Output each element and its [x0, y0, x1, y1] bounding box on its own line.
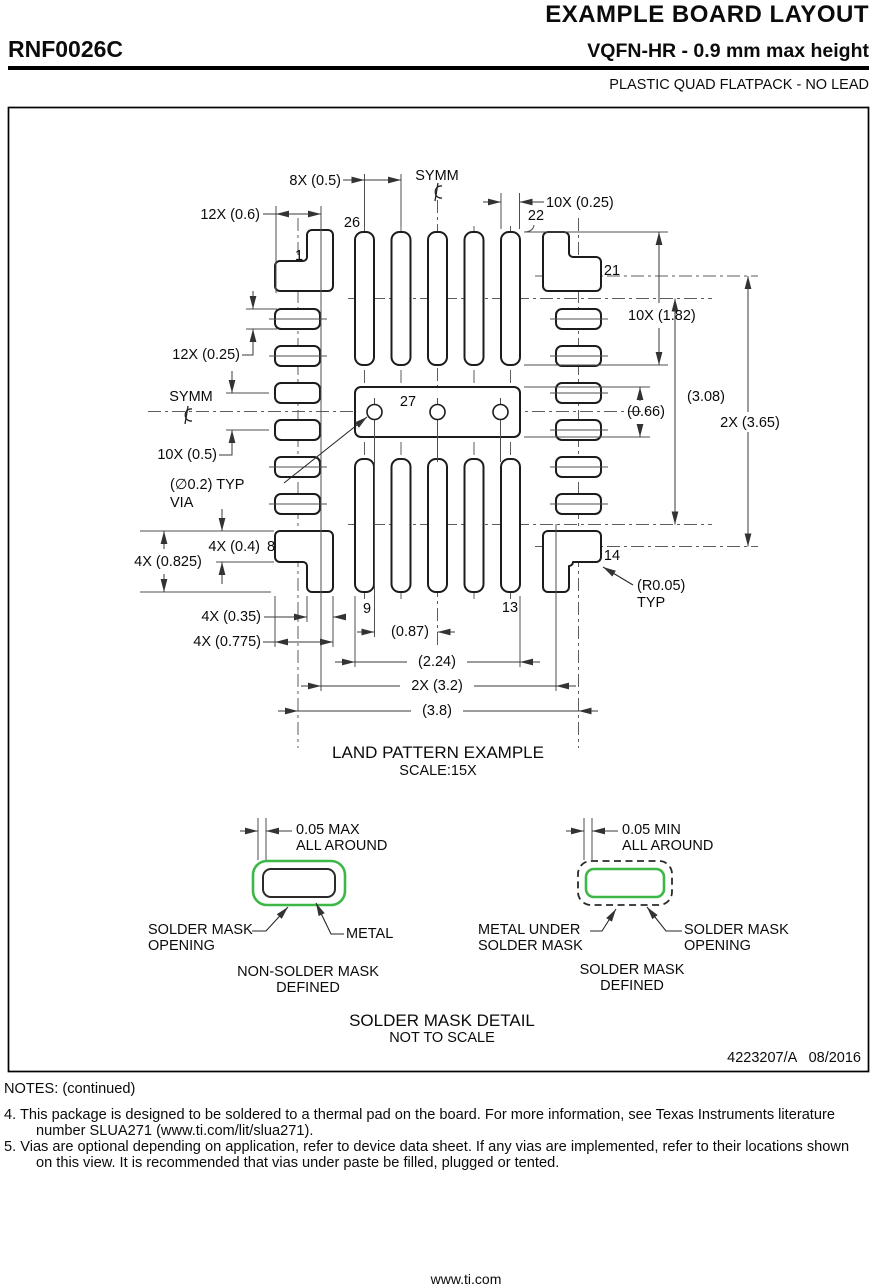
note-line: 4. This package is designed to be soldered to a thermal pad on the board. For more information, see Texas Instruments literature: [4, 1107, 835, 1123]
via-label: VIA: [170, 495, 194, 511]
solder-mask-opening-shape: [253, 861, 345, 905]
pin-label: 21: [603, 263, 621, 279]
note-line: number SLUA271 (www.ti.com/lit/slua271).: [36, 1123, 314, 1139]
detail-label: SOLDER MASK: [478, 938, 583, 954]
pad-8: [275, 531, 333, 592]
pin-label: 13: [501, 600, 519, 616]
footer-url[interactable]: www.ti.com: [430, 1271, 502, 1287]
via: [493, 405, 508, 420]
slot-pad: [392, 459, 411, 592]
dim-label: 10X (0.5): [157, 447, 217, 463]
metal-pad-shape: [263, 869, 335, 897]
side-pad: [275, 420, 320, 440]
detail-dim-label: ALL AROUND: [622, 838, 714, 854]
dim-label: 12X (0.6): [200, 207, 260, 223]
radius-typ-label: TYP: [637, 595, 666, 611]
detail-label: SOLDER MASK: [684, 922, 789, 938]
detail-label: METAL: [346, 926, 394, 942]
slot-pad: [428, 459, 447, 592]
detail-dim-label: ALL AROUND: [296, 838, 388, 854]
pad-1: [275, 230, 333, 291]
detail-caption: SOLDER MASK: [579, 962, 685, 978]
land-pattern-labels: [134, 168, 780, 779]
solder-mask-detail-scale: NOT TO SCALE: [389, 1030, 495, 1046]
slot-pad: [392, 232, 411, 365]
dim-label: 4X (0.825): [134, 554, 202, 570]
dim-label: 4X (0.4): [208, 539, 260, 555]
detail-label: OPENING: [148, 938, 215, 954]
solder-mask-opening-shape: [586, 869, 664, 897]
dim-label: (3.8): [422, 703, 452, 719]
detail-dim-label: 0.05 MIN: [622, 822, 681, 838]
land-pattern-pads: [275, 230, 601, 637]
pin-label: 22: [527, 208, 545, 224]
dim-label: (0.66): [627, 404, 665, 420]
dim-label: 10X (0.25): [546, 195, 614, 211]
detail-label: METAL UNDER: [478, 922, 581, 938]
pad-21: [543, 232, 601, 291]
via-dim-label: (∅0.2) TYP: [170, 477, 245, 493]
package-type: PLASTIC QUAD FLATPACK - NO LEAD: [609, 77, 869, 93]
pin-label: 14: [603, 548, 621, 564]
via: [367, 405, 382, 420]
detail-caption: DEFINED: [276, 980, 340, 996]
radius-label: (R0.05): [637, 578, 686, 594]
side-pad: [275, 383, 320, 403]
dim-label: 12X (0.25): [172, 347, 240, 363]
detail-caption: DEFINED: [600, 978, 664, 994]
slot-pad: [428, 232, 447, 365]
note-line: on this view. It is recommended that vias under paste be filled, plugged or tented.: [36, 1155, 560, 1171]
solder-mask-detail-title: SOLDER MASK DETAIL: [349, 1011, 535, 1030]
detail-dim-label: 0.05 MAX: [296, 822, 360, 838]
dim-label: 2X (3.65): [720, 415, 780, 431]
slot-pad: [501, 459, 520, 592]
pin-label: 26: [343, 215, 361, 231]
pad-14: [543, 531, 601, 592]
dimension-lines: [164, 180, 748, 711]
detail-label: SOLDER MASK: [148, 922, 253, 938]
symm-label: SYMM: [415, 168, 459, 184]
pin-label: 8: [266, 539, 276, 555]
package-subtitle: VQFN-HR - 0.9 mm max height: [587, 40, 869, 62]
land-pattern-title: LAND PATTERN EXAMPLE: [332, 743, 544, 762]
detail-label: OPENING: [684, 938, 751, 954]
symm-label: SYMM: [169, 389, 213, 405]
dim-label: (3.08): [687, 389, 725, 405]
slot-pad: [465, 232, 484, 365]
slot-pad: [465, 459, 484, 592]
pin-label: 9: [362, 601, 372, 617]
slot-pad: [501, 232, 520, 365]
part-number: RNF0026C: [8, 36, 124, 62]
dim-label: 4X (0.775): [193, 634, 261, 650]
page-title: EXAMPLE BOARD LAYOUT: [545, 1, 869, 28]
dim-label: 8X (0.5): [289, 173, 341, 189]
note-line: 5. Vias are optional depending on application, refer to device data sheet. If any vias are implemented, refer to their locations shown: [4, 1139, 850, 1155]
pin-label: 27: [399, 394, 417, 410]
dim-label: (2.24): [418, 654, 456, 670]
detail-caption: NON-SOLDER MASK: [237, 964, 379, 980]
land-pattern-scale: SCALE:15X: [399, 763, 477, 779]
pin-label: 1: [294, 248, 304, 264]
via: [430, 405, 445, 420]
slot-pad: [355, 232, 374, 365]
solder-mask-detail: [148, 818, 789, 1046]
dim-label: 4X (0.35): [201, 609, 261, 625]
dim-label: 10X (1.82): [628, 308, 696, 324]
dim-label: 2X (3.2): [411, 678, 463, 694]
metal-under-mask-shape: [578, 861, 672, 905]
doc-number: 4223207/A 08/2016: [727, 1050, 861, 1066]
slot-pad: [355, 459, 374, 592]
dim-label: (0.87): [391, 624, 429, 640]
notes-heading: NOTES: (continued): [4, 1081, 136, 1097]
